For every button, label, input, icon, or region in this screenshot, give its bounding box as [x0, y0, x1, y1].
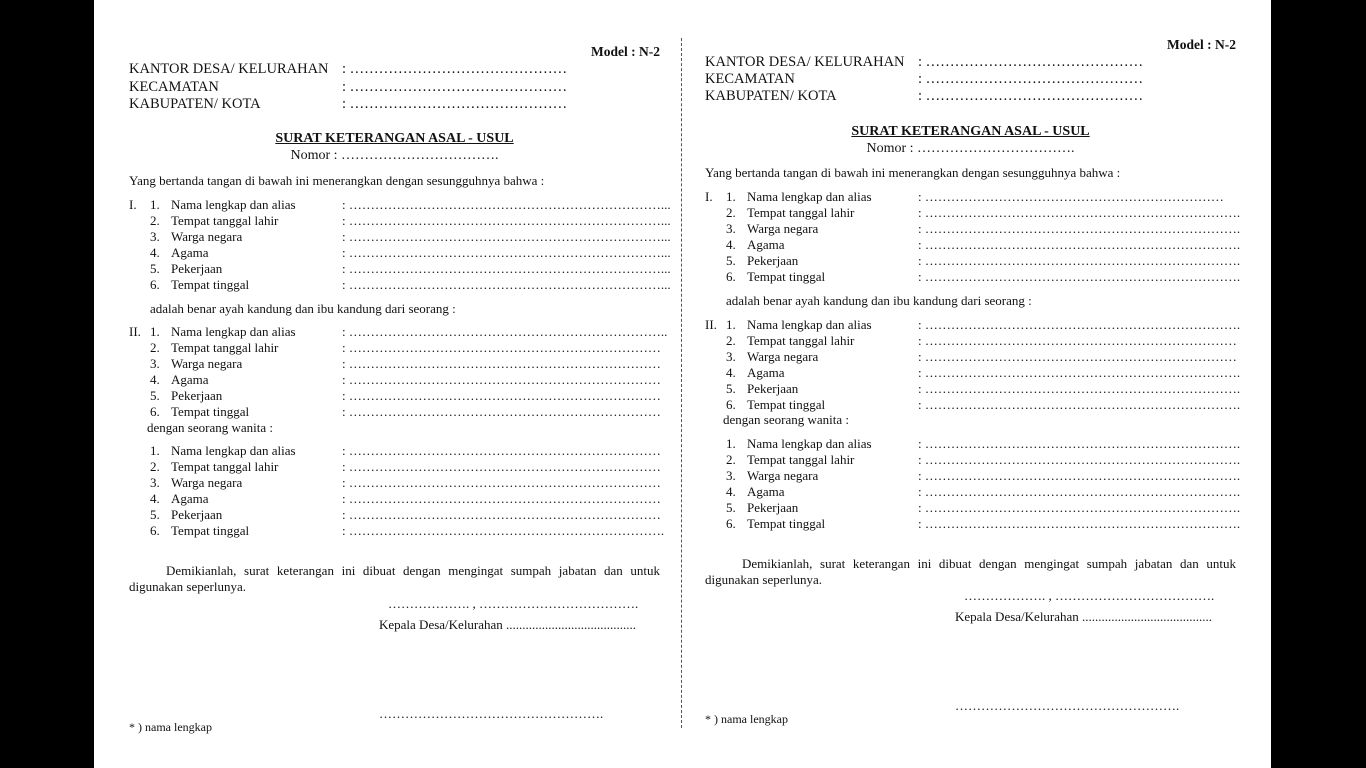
field-number: 6.	[726, 269, 736, 284]
field-row	[726, 317, 1240, 333]
field-number: 2.	[726, 333, 736, 348]
field-row	[726, 269, 1240, 285]
field-label: Pekerjaan	[171, 261, 223, 276]
field-row	[150, 277, 671, 293]
section-marker-1: I.	[129, 197, 137, 212]
field-number: 6.	[726, 397, 736, 412]
header-office-label: KANTOR DESA/ KELURAHAN	[705, 54, 905, 70]
header-district-value: : ………………………………………	[342, 79, 568, 95]
field-number: 5.	[726, 253, 736, 268]
field-label: Warga negara	[171, 229, 243, 244]
signature-line: …………………………………………….	[955, 698, 1180, 713]
field-blank: : ……………………………………………………………	[918, 189, 1224, 204]
field-row	[726, 237, 1240, 253]
field-label: Tempat tanggal lahir	[747, 333, 855, 348]
field-blank: : ………………………………………………………………...	[342, 277, 671, 292]
closing-paragraph: Demikianlah, surat keterangan ini dibuat dengan mengingat sumpah jabatan dan untuk digunakan seperlunya.	[129, 563, 660, 594]
field-number: 3.	[726, 221, 736, 236]
field-blank: : ……………………………………………………………….	[918, 205, 1241, 220]
field-label: Pekerjaan	[747, 381, 799, 396]
field-row	[726, 397, 1240, 413]
field-blank: : ………………………………………………………………	[918, 349, 1237, 364]
field-label: Warga negara	[171, 356, 243, 371]
field-blank: : ……………………………………………………………….	[918, 317, 1241, 332]
field-row	[150, 443, 664, 459]
field-number: 1.	[726, 317, 736, 332]
field-blank: : ………………………………………………………………...	[342, 261, 671, 276]
connector-text-1: adalah benar ayah kandung dan ibu kandung dari seorang :	[150, 301, 456, 316]
field-row	[726, 253, 1240, 269]
form-page-right	[705, 0, 1241, 768]
field-number: 4.	[150, 245, 160, 260]
field-number: 2.	[726, 452, 736, 467]
document-number: Nomor : …………………………….	[866, 141, 1075, 156]
field-label: Agama	[747, 484, 785, 499]
header-district	[129, 79, 567, 97]
field-label: Tempat tanggal lahir	[747, 205, 855, 220]
field-number: 5.	[150, 261, 160, 276]
header-regency-value: : ………………………………………	[918, 88, 1144, 104]
intro-text: Yang bertanda tangan di bawah ini menerangkan dengan sesungguhnya bahwa :	[129, 173, 545, 188]
field-blank: : ……………………………………………………………….	[918, 381, 1241, 396]
section-parents-1	[726, 189, 1240, 285]
field-blank: : ……………………………………………………………….	[918, 365, 1241, 380]
field-blank: : ……………………………………………………………….	[918, 221, 1241, 236]
field-row	[726, 189, 1240, 205]
field-label: Agama	[747, 237, 785, 252]
page-divider	[681, 38, 682, 728]
field-number: 6.	[726, 516, 736, 531]
field-label: Nama lengkap dan alias	[747, 189, 872, 204]
header-regency	[705, 88, 1143, 106]
field-number: 3.	[150, 475, 160, 490]
field-blank: : ………………………………………………………………...	[342, 229, 671, 244]
field-row	[726, 452, 1240, 468]
field-row	[726, 333, 1240, 349]
field-number: 6.	[150, 404, 160, 419]
field-number: 5.	[150, 507, 160, 522]
field-label: Tempat tinggal	[171, 277, 250, 292]
field-label: Tempat tanggal lahir	[171, 459, 279, 474]
field-blank: : ………………………………………………………………	[342, 475, 661, 490]
form-page-left	[129, 0, 671, 768]
field-blank: : ………………………………………………………………	[342, 340, 661, 355]
field-label: Tempat tinggal	[171, 523, 250, 538]
field-blank: : ………………………………………………………………...	[342, 245, 671, 260]
header-district-label: KECAMATAN	[705, 71, 795, 87]
field-blank: : ………………………………………………………………	[342, 372, 661, 387]
field-number: 5.	[150, 388, 160, 403]
field-blank: : ……………………………………………………………….	[918, 516, 1241, 531]
field-blank: : ………………………………………………………………...	[342, 213, 671, 228]
field-row	[726, 381, 1240, 397]
signer-title: Kepala Desa/Kelurahan ........................................	[955, 609, 1213, 624]
field-row	[150, 404, 667, 420]
field-number: 4.	[150, 372, 160, 387]
field-blank: : ………………………………………………………………	[342, 404, 661, 419]
field-number: 4.	[726, 484, 736, 499]
field-row	[726, 349, 1240, 365]
field-blank: : ………………………………………………………………	[918, 333, 1237, 348]
field-label: Warga negara	[171, 475, 243, 490]
header-office-label: KANTOR DESA/ KELURAHAN	[129, 61, 329, 77]
section-marker-2: II.	[705, 317, 717, 332]
field-label: Pekerjaan	[171, 388, 223, 403]
field-label: Tempat tanggal lahir	[747, 452, 855, 467]
field-number: 4.	[726, 365, 736, 380]
field-row	[726, 205, 1240, 221]
field-blank: : ………………………………………………………………	[342, 459, 661, 474]
field-number: 6.	[150, 523, 160, 538]
document-number: Nomor : …………………………….	[290, 148, 499, 163]
field-number: 6.	[150, 277, 160, 292]
field-label: Agama	[171, 372, 209, 387]
field-number: 3.	[726, 468, 736, 483]
field-number: 2.	[150, 340, 160, 355]
field-label: Tempat tinggal	[747, 269, 826, 284]
field-label: Tempat tinggal	[747, 397, 826, 412]
field-label: Pekerjaan	[747, 500, 799, 515]
field-row	[150, 261, 671, 277]
connector-text-2: dengan seorang wanita :	[723, 412, 849, 427]
field-row	[150, 459, 664, 475]
field-label: Warga negara	[747, 468, 819, 483]
field-row	[150, 523, 664, 539]
field-row	[150, 245, 671, 261]
field-row	[726, 221, 1240, 237]
field-row	[150, 229, 671, 245]
header-district-value: : ………………………………………	[918, 71, 1144, 87]
field-number: 3.	[150, 356, 160, 371]
field-label: Tempat tinggal	[747, 516, 826, 531]
field-number: 2.	[726, 205, 736, 220]
field-blank: : ……………………………………………………………….	[918, 397, 1241, 412]
header-office	[129, 61, 567, 79]
field-number: 2.	[150, 213, 160, 228]
section-marker-1: I.	[705, 189, 713, 204]
field-label: Nama lengkap dan alias	[171, 197, 296, 212]
field-label: Nama lengkap dan alias	[747, 317, 872, 332]
field-number: 1.	[150, 443, 160, 458]
header-office	[705, 54, 1143, 72]
field-label: Agama	[747, 365, 785, 380]
field-row	[150, 491, 664, 507]
document-title: SURAT KETERANGAN ASAL - USUL	[275, 131, 514, 146]
signer-title: Kepala Desa/Kelurahan ........................................	[379, 617, 637, 632]
field-blank: : ……………………………………………………………….	[918, 500, 1241, 515]
field-row	[150, 356, 667, 372]
field-number: 1.	[726, 436, 736, 451]
field-number: 1.	[150, 324, 160, 339]
closing-paragraph: Demikianlah, surat keterangan ini dibuat dengan mengingat sumpah jabatan dan untuk digunakan seperlunya.	[705, 556, 1236, 587]
field-label: Nama lengkap dan alias	[747, 436, 872, 451]
field-blank: : ……………………………………………………………….	[918, 468, 1241, 483]
field-blank: : ……………………………………………………………….	[918, 253, 1241, 268]
header-office-value: : ………………………………………	[918, 54, 1144, 70]
field-blank: : ………………………………………………………………	[342, 507, 661, 522]
field-blank: : ……………………………………………………………….	[918, 484, 1241, 499]
field-row	[150, 340, 667, 356]
field-number: 3.	[150, 229, 160, 244]
header-regency-label: KABUPATEN/ KOTA	[129, 96, 261, 112]
intro-text: Yang bertanda tangan di bawah ini menerangkan dengan sesungguhnya bahwa :	[705, 165, 1121, 180]
header-regency-label: KABUPATEN/ KOTA	[705, 88, 837, 104]
field-row	[150, 372, 667, 388]
field-row	[726, 500, 1240, 516]
field-blank: : ………………………………………………………………	[342, 356, 661, 371]
field-row	[726, 436, 1240, 452]
field-blank: : ……………………………………………………………….	[918, 237, 1241, 252]
field-number: 2.	[150, 459, 160, 474]
section-father	[150, 324, 667, 420]
document-sheet	[94, 0, 1271, 768]
model-code: Model : N-2	[591, 44, 660, 59]
field-number: 4.	[150, 491, 160, 506]
field-number: 3.	[726, 349, 736, 364]
field-row	[726, 468, 1240, 484]
field-number: 5.	[726, 500, 736, 515]
field-row	[726, 365, 1240, 381]
field-blank: : ………………………………………………………………..	[342, 324, 668, 339]
place-date-line: ………………. , ……………………………….	[964, 588, 1215, 603]
field-label: Agama	[171, 245, 209, 260]
field-label: Tempat tanggal lahir	[171, 340, 279, 355]
field-number: 1.	[726, 189, 736, 204]
connector-text-2: dengan seorang wanita :	[147, 420, 273, 435]
section-marker-2: II.	[129, 324, 141, 339]
field-label: Agama	[171, 491, 209, 506]
field-row	[150, 197, 671, 213]
header-office-value: : ………………………………………	[342, 61, 568, 77]
field-blank: : ……………………………………………………………….	[918, 452, 1241, 467]
field-label: Nama lengkap dan alias	[171, 324, 296, 339]
field-label: Nama lengkap dan alias	[171, 443, 296, 458]
field-row	[726, 484, 1240, 500]
field-blank: : ……………………………………………………………….	[342, 523, 665, 538]
field-blank: : ………………………………………………………………	[342, 388, 661, 403]
header-regency	[129, 96, 567, 114]
footnote: * ) nama lengkap	[705, 712, 788, 726]
header-district-label: KECAMATAN	[129, 79, 219, 95]
field-row	[150, 324, 667, 340]
field-label: Warga negara	[747, 349, 819, 364]
field-row	[150, 475, 664, 491]
field-label: Pekerjaan	[747, 253, 799, 268]
header-regency-value: : ………………………………………	[342, 96, 568, 112]
field-blank: : ………………………………………………………………	[342, 491, 661, 506]
field-label: Pekerjaan	[171, 507, 223, 522]
field-blank: : ………………………………………………………………...	[342, 197, 671, 212]
field-row	[150, 507, 664, 523]
field-label: Warga negara	[747, 221, 819, 236]
field-label: Tempat tanggal lahir	[171, 213, 279, 228]
field-number: 5.	[726, 381, 736, 396]
footnote: * ) nama lengkap	[129, 720, 212, 734]
section-father	[726, 317, 1240, 413]
field-row	[726, 516, 1240, 532]
document-title: SURAT KETERANGAN ASAL - USUL	[851, 124, 1090, 139]
place-date-line: ………………. , ……………………………….	[388, 596, 639, 611]
field-label: Tempat tinggal	[171, 404, 250, 419]
field-blank: : ………………………………………………………………	[342, 443, 661, 458]
model-code: Model : N-2	[1167, 37, 1236, 52]
field-blank: : ……………………………………………………………….	[918, 436, 1241, 451]
field-row	[150, 388, 667, 404]
field-number: 1.	[150, 197, 160, 212]
header-district	[705, 71, 1143, 89]
section-parents-1	[150, 197, 671, 293]
section-mother	[726, 436, 1240, 532]
signature-line: …………………………………………….	[379, 706, 604, 721]
connector-text-1: adalah benar ayah kandung dan ibu kandung dari seorang :	[726, 293, 1032, 308]
field-blank: : ……………………………………………………………….	[918, 269, 1241, 284]
field-row	[150, 213, 671, 229]
field-number: 4.	[726, 237, 736, 252]
section-mother	[150, 443, 664, 539]
